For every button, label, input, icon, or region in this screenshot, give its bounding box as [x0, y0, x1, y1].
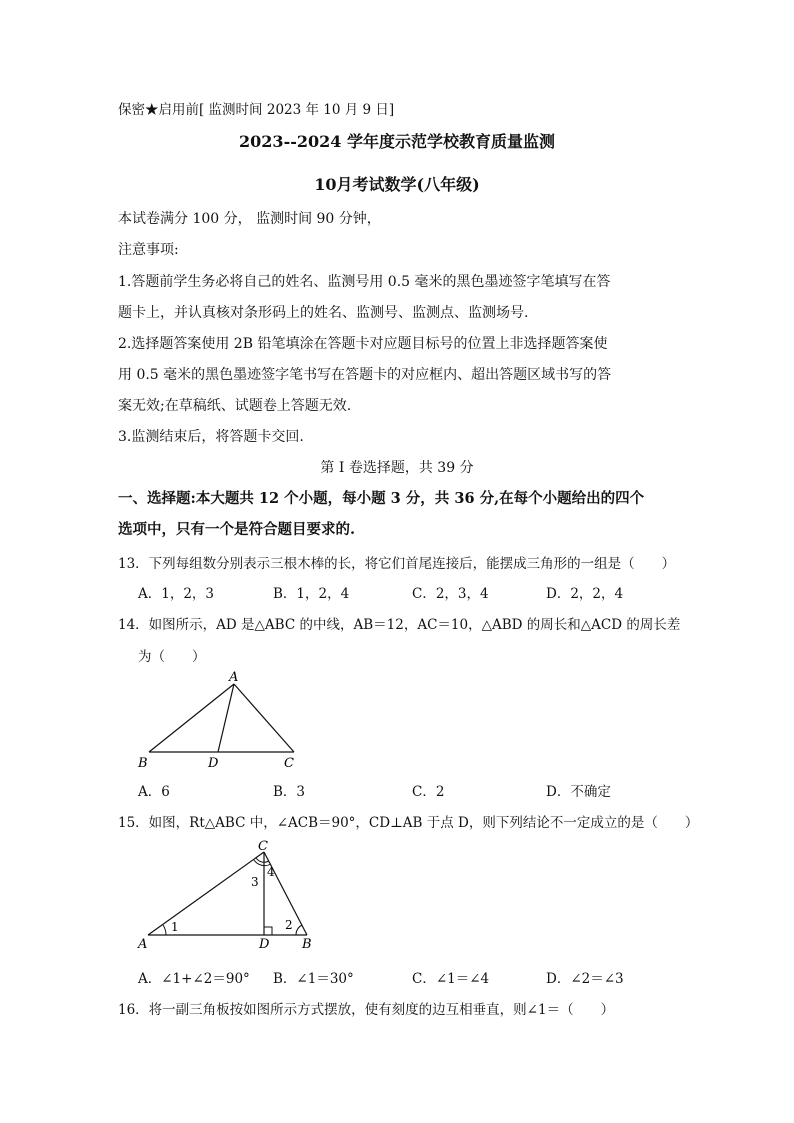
notice-2-line-3: 案无效;在草稿纸、试题卷上答题无效. [118, 398, 352, 414]
q13-option-d[interactable]: D．2，2，4 [546, 586, 624, 602]
segment-ac [234, 684, 294, 752]
angle-1-label: 1 [171, 920, 179, 934]
angle-3-label: 3 [251, 875, 259, 889]
confidential-note: 保密★启用前[ 监测时间 2023 年 10 月 9 日] [118, 102, 395, 118]
notice-3: 3.监测结束后，将答题卡交回. [118, 429, 304, 445]
part-1-instructions-line-2: 选项中，只有一个是符合题目要求的. [118, 521, 356, 538]
label-b: B [138, 756, 148, 771]
label-d: D [259, 937, 270, 952]
segment-ac [148, 852, 264, 935]
q14-option-a[interactable]: A．6 [138, 784, 170, 800]
label-a: A [138, 937, 148, 952]
question-14-stem-line-2: 为（ ） [138, 649, 206, 665]
q15-option-a[interactable]: A．∠1+∠2＝90° [138, 971, 250, 987]
angle-2-label: 2 [285, 918, 293, 932]
right-angle-mark [264, 927, 272, 935]
q15-option-c[interactable]: C．∠1＝∠4 [412, 971, 490, 987]
question-15-stem: 15．如图，Rt△ABC 中，∠ACB＝90°，CD⊥AB 于点 D，则下列结论不一定成立的是（ ） [118, 815, 699, 831]
notice-title: 注意事项: [118, 242, 179, 258]
question-15-figure [130, 838, 330, 953]
exam-title: 2023--2024 学年度示范学校教育质量监测 [239, 132, 555, 151]
angle-1-arc [163, 925, 166, 935]
notice-1-line-1: 1.答题前学生务必将自己的姓名、监测号用 0.5 毫米的黑色墨迹签字笔填写在答 [118, 274, 611, 290]
angle-4-label: 4 [267, 865, 275, 879]
q13-option-a[interactable]: A．1，2，3 [138, 586, 215, 602]
notice-1-line-2: 题卡上，并认真核对条形码上的姓名、监测号、监测点、监测场号. [118, 305, 529, 321]
question-13-stem: 13．下列每组数分别表示三根木棒的长，将它们首尾连接后，能摆成三角形的一组是（ ） [118, 556, 676, 572]
segment-ab [149, 684, 234, 752]
label-b: B [302, 937, 312, 952]
part-1-instructions-line-1: 一、选择题:本大题共 12 个小题，每小题 3 分，共 36 分,在每个小题给出的四个 [118, 490, 645, 507]
notice-2-line-2: 用 0.5 毫米的黑色墨迹签字笔书写在答题卡的对应框内、超出答题区域书写的答 [118, 367, 612, 383]
label-d: D [208, 756, 219, 771]
label-c: C [284, 756, 294, 771]
section-title: 第 I 卷选择题，共 39 分 [320, 460, 474, 476]
exam-subtitle: 10月考试数学(八年级) [314, 175, 480, 194]
q13-option-c[interactable]: C．2，3，4 [412, 586, 489, 602]
question-14-stem-line-1: 14．如图所示，AD 是△ABC 的中线，AB＝12，AC＝10，△ABD 的周长和△ACD 的周长差 [118, 617, 681, 633]
q14-option-c[interactable]: C．2 [412, 784, 445, 800]
q13-option-b[interactable]: B．1，2，4 [273, 586, 350, 602]
label-c: C [258, 839, 268, 854]
q15-option-d[interactable]: D．∠2＝∠3 [546, 971, 624, 987]
question-14-figure [130, 665, 310, 775]
q14-option-b[interactable]: B．3 [273, 784, 306, 800]
angle-2-arc [296, 925, 302, 935]
question-16-stem: 16．将一副三角板按如图所示方式摆放，使有刻度的边互相垂直，则∠1＝（ ） [118, 1002, 615, 1018]
q15-option-b[interactable]: B．∠1＝30° [273, 971, 354, 987]
score-time-note: 本试卷满分 100 分， 监测时间 90 分钟， [118, 211, 381, 227]
label-a: A [229, 670, 239, 685]
notice-2-line-1: 2.选择题答案使用 2B 铅笔填涂在答题卡对应题目标号的位置上非选择题答案使 [118, 336, 608, 352]
q14-option-d[interactable]: D．不确定 [546, 784, 611, 800]
